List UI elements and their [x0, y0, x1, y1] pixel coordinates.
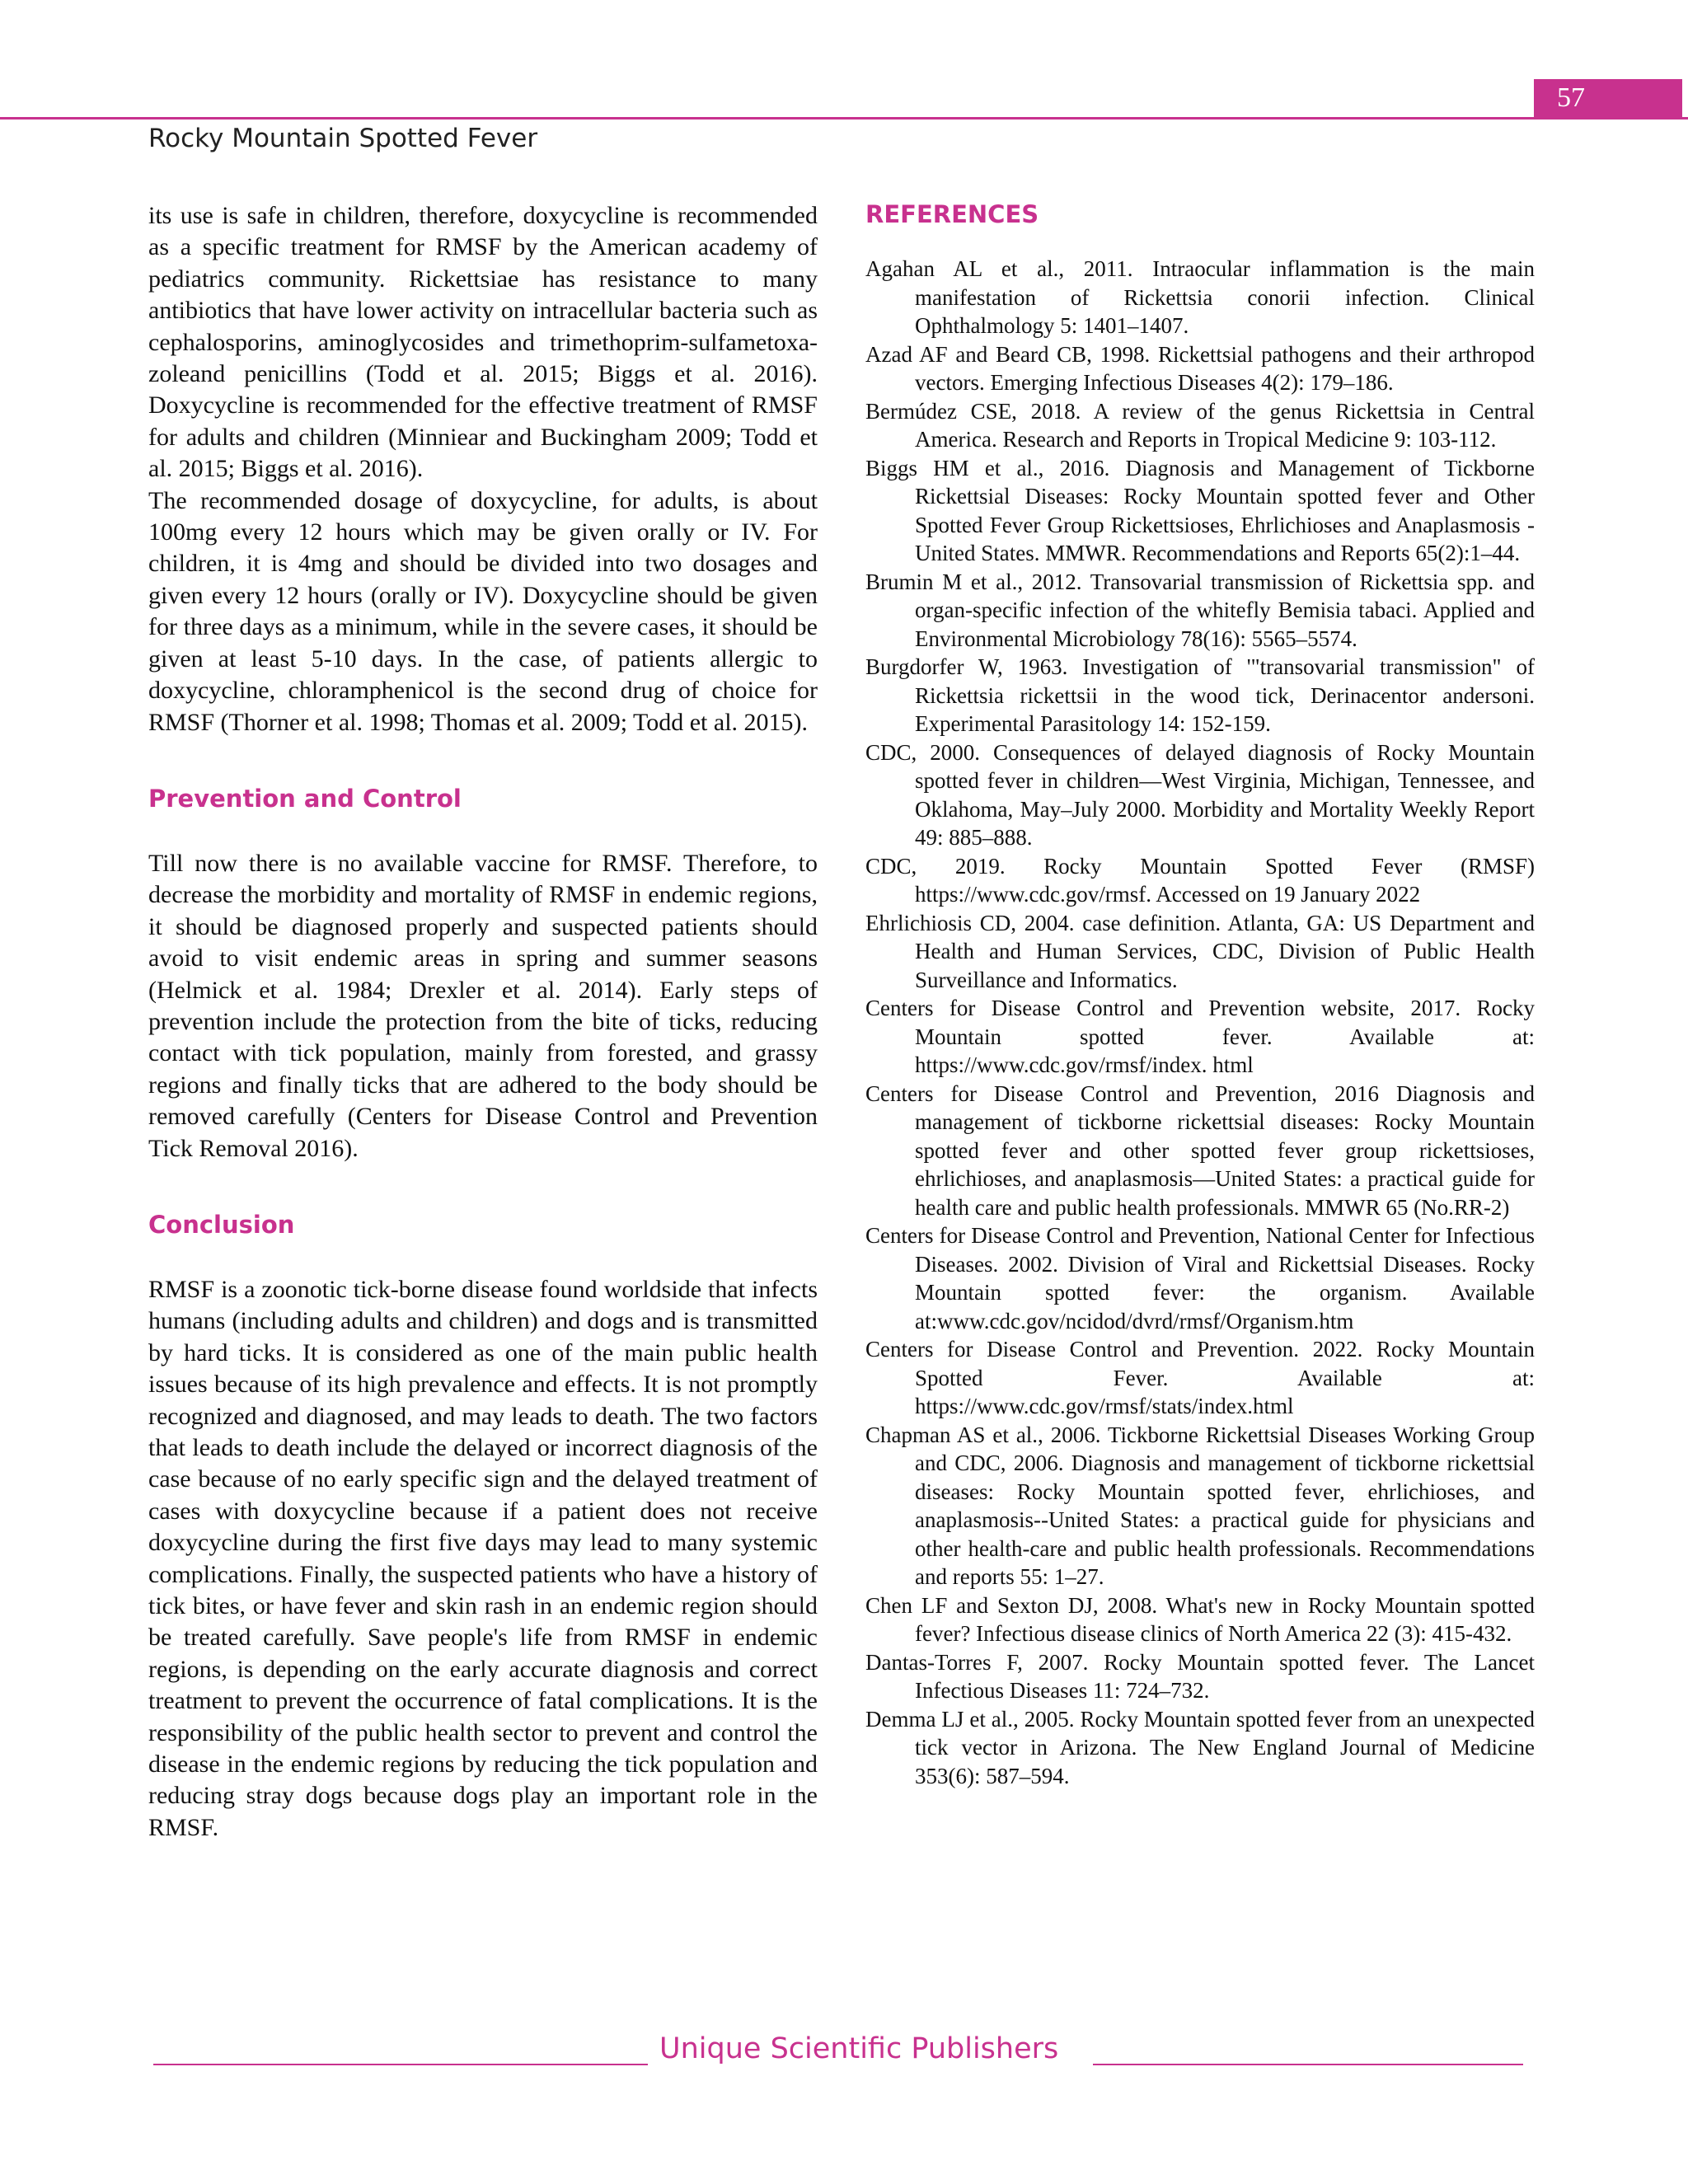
reference-item: Agahan AL et al., 2011. Intraocular inflammation is the main manifestation of Rickettsia conorii infection. Clinical Ophthalmology 5: 1401–1407.	[865, 256, 1535, 338]
references-list	[865, 255, 1535, 1790]
references-column	[865, 200, 1535, 1790]
reference-item: CDC, 2000. Consequences of delayed diagnosis of Rocky Mountain spotted fever in children—West Virginia, Michigan, Tennessee, and Oklahoma, May–July 2000. Morbidity and Mortality Weekly Report 49: 885–888.	[865, 739, 1535, 850]
reference-item: Dantas-Torres F, 2007. Rocky Mountain spotted fever. The Lancet Infectious Diseases 11: 724–732.	[865, 1649, 1535, 1703]
reference-item: Biggs HM et al., 2016. Diagnosis and Management of Tickborne Rickettsial Diseases: Rocky Mountain spotted fever and Other Spotted Fever Group Rickettsioses, Ehrlichioses and Anaplasmosis - United States. MMWR. Recommendations and Reports 65(2):1–44.	[865, 455, 1535, 565]
reference-item: Burgdorfer W, 1963. Investigation of '"transovarial transmission" of Rickettsia rickettsii in the wood tick, Derinacentor andersoni. Experimental Parasitology 14: 152-159.	[865, 654, 1535, 736]
header-rule	[0, 117, 1688, 120]
prevention-paragraph: Till now there is no available vaccine for RMSF. Therefore, to decrease the morbidity and mortality of RMSF in endemic regions, it should be diagnosed properly and suspected patients should avoid to visit endemic areas in spring and summer seasons (Helmick et al. 1984; Drexler et al. 2014). Early steps of prevention include the protection from the bite of ticks, reducing contact with tick population, mainly from forested, and grassy regions and finally ticks that are adhered to the body should be removed carefully (Centers for Disease Control and Prevention Tick Removal 2016).	[148, 849, 818, 1162]
page-number: 57	[1534, 79, 1682, 117]
footer	[153, 2032, 1523, 2065]
treatment-paragraph-2: The recommended dosage of doxycycline, for adults, is about 100mg every 12 hours which may be given orally or IV. For children, it is 4mg and should be divided into two dosages and given every 12 hours (orally or IV). Doxycycline should be given for three days as a minimum, while in the severe cases, it should be given at least 5-10 days. In the case, of patients allergic to doxycycline, chloramphenicol is the second drug of choice for RMSF (Thorner et al. 1998; Thomas et al. 2009; Todd et al. 2015).	[148, 486, 818, 736]
conclusion-heading: Conclusion	[148, 1210, 295, 1239]
references-heading: REFERENCES	[865, 200, 1039, 228]
reference-item: Centers for Disease Control and Prevention. 2022. Rocky Mountain Spotted Fever. Available at: https://www.cdc.gov/rmsf/stats/index.html	[865, 1337, 1535, 1418]
left-column	[148, 200, 818, 1844]
reference-item: Centers for Disease Control and Prevention, 2016 Diagnosis and management of tickborne rickettsial diseases: Rocky Mountain spotted fever and other spotted fever group rickettsioses, ehrlichioses, and anaplasmosis—United States: a practical guide for health care and public health professionals. MMWR 65 (No.RR-2)	[865, 1080, 1535, 1220]
reference-item: Brumin M et al., 2012. Transovarial transmission of Rickettsia spp. and organ-specific infection of the whitefly Bemisia tabaci. Applied and Environmental Microbiology 78(16): 5565–5574.	[865, 569, 1535, 651]
reference-item: CDC, 2019. Rocky Mountain Spotted Fever (RMSF) https://www.cdc.gov/rmsf. Accessed on 19 January 2022	[865, 853, 1535, 907]
footer-rule-left	[153, 2064, 648, 2065]
running-title: Rocky Mountain Spotted Fever	[148, 124, 538, 153]
conclusion-paragraph: RMSF is a zoonotic tick-borne disease found worldside that infects humans (including adults and children) and dogs and is transmitted by hard ticks. It is considered as one of the main public health issues because of its high prevalence and effects. It is not promptly recognized and diagnosed, and may leads to death. The two factors that leads to death include the delayed or incorrect diagnosis of the case because of no early specific sign and the delayed treatment of cases with doxycycline because if a patient does not receive doxycycline during the first five days may lead to many systemic complications. Finally, the suspected patients who have a history of tick bites, or have fever and skin rash in an endemic region should be treated carefully. Save people's life from RMSF in endemic regions, is depending on the early accurate diagnosis and correct treatment to prevent the occurrence of fatal complications. It is the responsibility of the public health sector to prevent and control the disease in the endemic regions by reducing the tick population and reducing stray dogs because dogs play an important role in the RMSF.	[148, 1275, 818, 1841]
reference-item: Chapman AS et al., 2006. Tickborne Rickettsial Diseases Working Group and CDC, 2006. Diagnosis and management of tickborne rickettsial diseases: Rocky Mountain spotted fever, ehrlichioses, and anaplasmosis--United States: a practical guide for physicians and other health-care and public health professionals. Recommendations and reports 55: 1–27.	[865, 1422, 1535, 1589]
prevention-heading: Prevention and Control	[148, 784, 462, 813]
reference-item: Ehrlichiosis CD, 2004. case definition. Atlanta, GA: US Department and Health and Human Services, CDC, Division of Public Health Surveillance and Informatics.	[865, 910, 1535, 992]
publisher-name: Unique Scientific Publishers	[659, 2032, 1059, 2065]
reference-item: Centers for Disease Control and Prevention website, 2017. Rocky Mountain spotted fever. Available at: https://www.cdc.gov/rmsf/index. html	[865, 996, 1535, 1077]
reference-item: Demma LJ et al., 2005. Rocky Mountain spotted fever from an unexpected tick vector in Arizona. The New England Journal of Medicine 353(6): 587–594.	[865, 1706, 1535, 1788]
reference-item: Centers for Disease Control and Prevention, National Center for Infectious Diseases. 2002. Division of Viral and Rickettsial Diseases. Rocky Mountain spotted fever: the organism. Available at:www.cdc.gov/ncidod/dvrd/rmsf/Organism.htm	[865, 1223, 1535, 1333]
footer-rule-right	[1093, 2064, 1523, 2065]
reference-item: Azad AF and Beard CB, 1998. Rickettsial pathogens and their arthropod vectors. Emerging Infectious Diseases 4(2): 179–186.	[865, 341, 1535, 395]
reference-item: Bermúdez CSE, 2018. A review of the genus Rickettsia in Central America. Research and Reports in Tropical Medicine 9: 103-112.	[865, 398, 1535, 452]
treatment-paragraph-1: its use is safe in children, therefore, doxycycline is recommended as a specific treatment for RMSF by the American academy of pediatrics community. Rickettsiae has resistance to many antibiotics that have lower activity on intracellular bacteria such as cephalosporins, aminoglycosides and trimethoprim-sulfametoxa- zoleand penicillins (Todd et al. 2015; Biggs et al. 2016). Doxycycline is recommended for the effective treatment of RMSF for adults and children (Minniear and Buckingham 2009; Todd et al. 2015; Biggs et al. 2016).	[148, 202, 818, 483]
reference-item: Chen LF and Sexton DJ, 2008. What's new in Rocky Mountain spotted fever? Infectious disease clinics of North America 22 (3): 415-432.	[865, 1592, 1535, 1646]
